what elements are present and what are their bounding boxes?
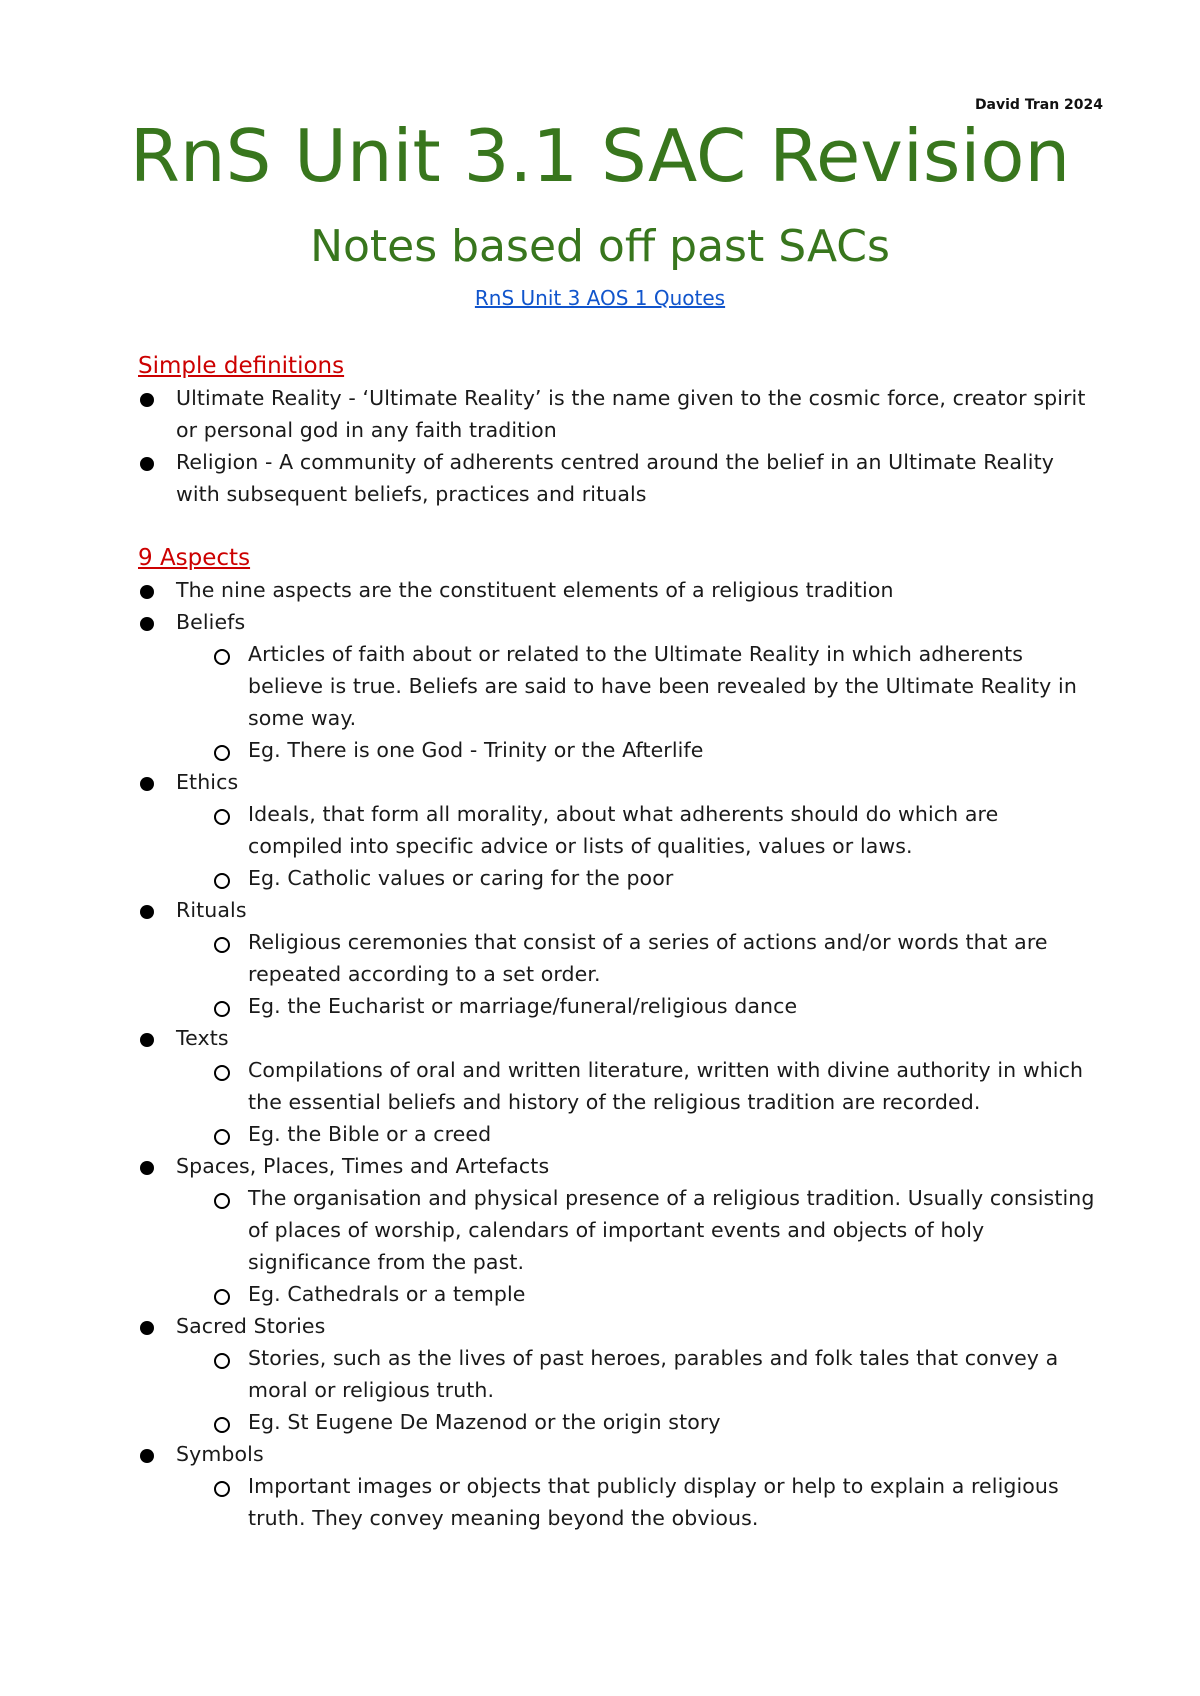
sub-list bbox=[176, 1182, 1098, 1310]
section-heading-aspects: 9 Aspects bbox=[138, 545, 251, 571]
bullet-icon bbox=[140, 777, 154, 791]
sub-list-item bbox=[138, 1470, 1098, 1534]
definitions-list bbox=[138, 382, 1098, 510]
sub-list-item bbox=[138, 1406, 1098, 1438]
sub-item-text: Eg. St Eugene De Mazenod or the origin story bbox=[248, 1410, 721, 1434]
hollow-bullet-icon bbox=[214, 1193, 230, 1209]
sub-list bbox=[176, 1470, 1098, 1534]
bullet-icon bbox=[140, 1033, 154, 1047]
sub-item-text: Important images or objects that publicly display or help to explain a religious truth. They convey meaning beyond the obvious. bbox=[248, 1474, 1059, 1530]
bullet-icon bbox=[140, 617, 154, 631]
sub-list bbox=[176, 1054, 1098, 1150]
sub-list bbox=[176, 638, 1098, 766]
definition-text: Religion - A community of adherents centred around the belief in an Ultimate Reality with subsequent beliefs, practices and rituals bbox=[176, 450, 1054, 506]
list-item bbox=[138, 1438, 1098, 1534]
aspect-title: Spaces, Places, Times and Artefacts bbox=[176, 1154, 550, 1178]
sub-item-text: Ideals, that form all morality, about what adherents should do which are compiled into specific advice or lists of qualities, values or laws. bbox=[248, 802, 999, 858]
sub-item-text: Eg. Cathedrals or a temple bbox=[248, 1282, 526, 1306]
hollow-bullet-icon bbox=[214, 937, 230, 953]
bullet-icon bbox=[140, 457, 154, 471]
hollow-bullet-icon bbox=[214, 745, 230, 761]
bullet-icon bbox=[140, 1449, 154, 1463]
bullet-icon bbox=[140, 905, 154, 919]
sub-item-text: Articles of faith about or related to the Ultimate Reality in which adherents believe is true. Beliefs are said to have been revealed by the Ultimate Reality in some way. bbox=[248, 642, 1077, 730]
aspects-list bbox=[138, 574, 1098, 1534]
sub-list-item bbox=[138, 862, 1098, 894]
aspect-title: Texts bbox=[176, 1026, 229, 1050]
hollow-bullet-icon bbox=[214, 1417, 230, 1433]
sub-item-text: Religious ceremonies that consist of a series of actions and/or words that are repeated according to a set order. bbox=[248, 930, 1048, 986]
sub-item-text: Compilations of oral and written literature, written with divine authority in which the essential beliefs and history of the religious tradition are recorded. bbox=[248, 1058, 1084, 1114]
list-item bbox=[138, 1310, 1098, 1438]
hollow-bullet-icon bbox=[214, 809, 230, 825]
list-item bbox=[138, 766, 1098, 894]
hollow-bullet-icon bbox=[214, 873, 230, 889]
sub-list-item bbox=[138, 926, 1098, 990]
bullet-icon bbox=[140, 393, 154, 407]
bullet-icon bbox=[140, 1321, 154, 1335]
sub-item-text: The organisation and physical presence of a religious tradition. Usually consisting of places of worship, calendars of important events and objects of holy significance from the past. bbox=[248, 1186, 1095, 1274]
sub-list-item bbox=[138, 1342, 1098, 1406]
sub-item-text: Eg. There is one God - Trinity or the Afterlife bbox=[248, 738, 704, 762]
document-subtitle: Notes based off past SACs bbox=[310, 221, 890, 272]
list-item bbox=[138, 574, 1098, 606]
bullet-icon bbox=[140, 1161, 154, 1175]
aspect-title: Rituals bbox=[176, 898, 247, 922]
sub-list bbox=[176, 926, 1098, 1022]
section-heading-simple-definitions: Simple definitions bbox=[138, 353, 345, 379]
definition-text: Ultimate Reality - ‘Ultimate Reality’ is the name given to the cosmic force, creator spirit or personal god in any faith tradition bbox=[176, 386, 1086, 442]
list-item bbox=[138, 446, 1098, 510]
aspect-text: The nine aspects are the constituent elements of a religious tradition bbox=[176, 578, 894, 602]
quotes-link[interactable]: RnS Unit 3 AOS 1 Quotes bbox=[474, 286, 726, 310]
hollow-bullet-icon bbox=[214, 1065, 230, 1081]
aspect-title: Ethics bbox=[176, 770, 239, 794]
sub-item-text: Eg. Catholic values or caring for the poor bbox=[248, 866, 674, 890]
sub-list-item bbox=[138, 734, 1098, 766]
hollow-bullet-icon bbox=[214, 1001, 230, 1017]
list-item bbox=[138, 894, 1098, 1022]
aspect-title: Beliefs bbox=[176, 610, 246, 634]
aspect-title: Symbols bbox=[176, 1442, 264, 1466]
sub-list-item bbox=[138, 1182, 1098, 1278]
sub-list-item bbox=[138, 1118, 1098, 1150]
document-title: RnS Unit 3.1 SAC Revision bbox=[129, 114, 1071, 198]
sub-item-text: Eg. the Eucharist or marriage/funeral/religious dance bbox=[248, 994, 798, 1018]
hollow-bullet-icon bbox=[214, 1353, 230, 1369]
hollow-bullet-icon bbox=[214, 649, 230, 665]
quotes-link-row bbox=[0, 288, 1200, 308]
sub-list-item bbox=[138, 1054, 1098, 1118]
sub-item-text: Eg. the Bible or a creed bbox=[248, 1122, 492, 1146]
list-item bbox=[138, 1150, 1098, 1310]
sub-list bbox=[176, 1342, 1098, 1438]
aspect-title: Sacred Stories bbox=[176, 1314, 326, 1338]
sub-list bbox=[176, 798, 1098, 894]
hollow-bullet-icon bbox=[214, 1289, 230, 1305]
hollow-bullet-icon bbox=[214, 1481, 230, 1497]
list-item bbox=[138, 382, 1098, 446]
document-body bbox=[138, 350, 1098, 1534]
sub-list-item bbox=[138, 638, 1098, 734]
sub-list-item bbox=[138, 798, 1098, 862]
bullet-icon bbox=[140, 585, 154, 599]
list-item bbox=[138, 606, 1098, 766]
sub-item-text: Stories, such as the lives of past heroes, parables and folk tales that convey a moral or religious truth. bbox=[248, 1346, 1059, 1402]
list-item bbox=[138, 1022, 1098, 1150]
sub-list-item bbox=[138, 1278, 1098, 1310]
hollow-bullet-icon bbox=[214, 1129, 230, 1145]
sub-list-item bbox=[138, 990, 1098, 1022]
author-credit: David Tran 2024 bbox=[974, 97, 1103, 113]
